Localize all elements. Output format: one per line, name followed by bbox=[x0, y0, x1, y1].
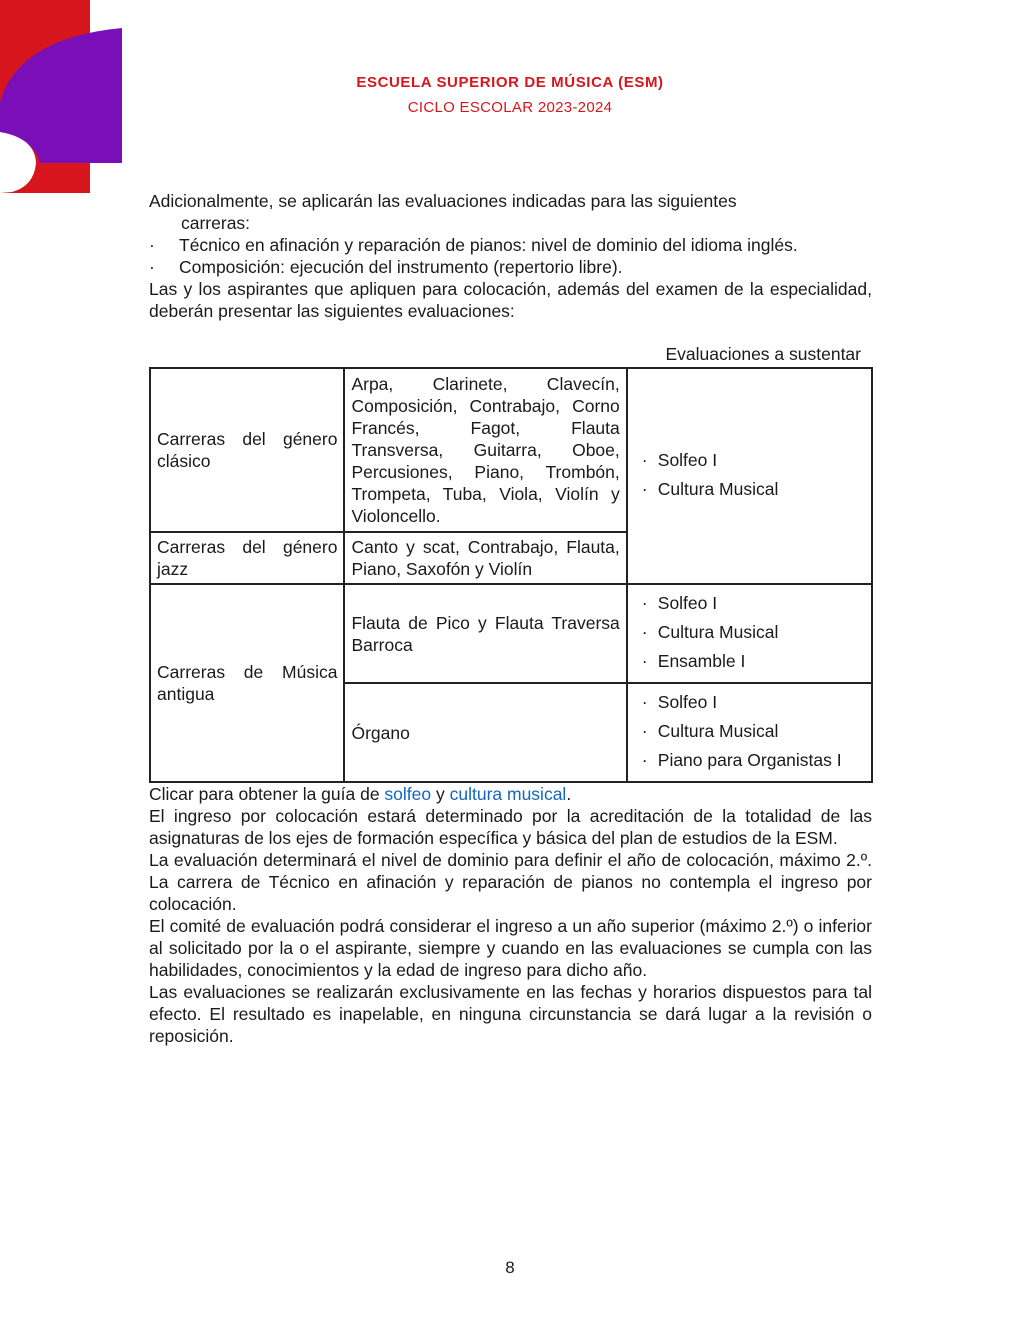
bullet-text: Composición: ejecución del instrumento (repertorio libre). bbox=[179, 257, 623, 277]
links-middle: y bbox=[431, 784, 450, 804]
careers-cell: Arpa, Clarinete, Clavecín, Composición, Contrabajo, Corno Francés, Fagot, Flauta Transversa, Guitarra, Oboe, Percusiones, Piano, Trombón, Trompeta, Tuba, Viola, Violín y Violoncello. bbox=[344, 368, 626, 532]
bullet-text: Técnico en afinación y reparación de pianos: nivel de dominio del idioma inglés. bbox=[179, 235, 798, 255]
evaluations-list bbox=[642, 449, 865, 500]
genre-cell: Carreras del género jazz bbox=[150, 532, 344, 584]
table-caption: Evaluaciones a sustentar bbox=[665, 344, 861, 364]
page-content bbox=[149, 190, 872, 1047]
table-row bbox=[150, 584, 872, 683]
school-cycle: CICLO ESCOLAR 2023-2024 bbox=[407, 99, 613, 116]
guide-links-line bbox=[149, 783, 872, 805]
intro-paragraph bbox=[149, 190, 872, 234]
document-header bbox=[0, 74, 1020, 116]
bullet-item bbox=[149, 256, 872, 278]
institution-name: ESCUELA SUPERIOR DE MÚSICA (ESM) bbox=[356, 74, 664, 91]
evaluation-item: · Solfeo I bbox=[642, 691, 865, 713]
solfeo-guide-link[interactable]: solfeo bbox=[384, 784, 432, 804]
evaluation-item: · Cultura Musical bbox=[642, 621, 865, 643]
bullet-marker: · bbox=[149, 257, 155, 277]
table-row bbox=[150, 368, 872, 532]
evaluations-list bbox=[642, 691, 865, 771]
links-prefix: Clicar para obtener la guía de bbox=[149, 784, 385, 804]
body-paragraph: El comité de evaluación podrá considerar el ingreso a un año superior (máximo 2.º) o inferior al solicitado por la o el aspirante, siempre y cuando en las evaluaciones se cumpla con las habilidades, conocimientos y la edad de ingreso para dicho año. bbox=[149, 916, 872, 980]
body-paragraph: El ingreso por colocación estará determinado por la acreditación de la totalidad de las asignaturas de los ejes de formación específica y básica del plan de estudios de la ESM. bbox=[149, 806, 872, 848]
page-number: 8 bbox=[505, 1258, 515, 1277]
evaluations-cell bbox=[627, 584, 872, 683]
evaluation-item: · Solfeo I bbox=[642, 592, 865, 614]
bullet-item bbox=[149, 234, 872, 256]
evaluation-item: · Ensamble I bbox=[642, 650, 865, 672]
cultura-musical-guide-link[interactable]: cultura musical bbox=[449, 784, 567, 804]
evaluation-item: · Cultura Musical bbox=[642, 478, 865, 500]
careers-cell: Órgano bbox=[344, 683, 626, 782]
careers-cell: Canto y scat, Contrabajo, Flauta, Piano, Saxofón y Violín bbox=[344, 532, 626, 584]
evaluations-list bbox=[642, 592, 865, 672]
body-paragraph: La evaluación determinará el nivel de dominio para definir el año de colocación, máximo 2.º. La carrera de Técnico en afinación y reparación de pianos no contempla el ingreso por colocación. bbox=[149, 850, 872, 914]
evaluation-item: · Cultura Musical bbox=[642, 720, 865, 742]
intro-text: Adicionalmente, se aplicarán las evaluaciones indicadas para las siguientes bbox=[149, 191, 737, 211]
evaluation-item: · Piano para Organistas I bbox=[642, 749, 865, 771]
intro-text-tail: carreras: bbox=[181, 213, 251, 233]
evaluations-cell bbox=[627, 368, 872, 584]
colocacion-paragraph: Las y los aspirantes que apliquen para colocación, además del examen de la especialidad, deberán presentar las siguientes evaluaciones: bbox=[149, 279, 872, 321]
careers-cell: Flauta de Pico y Flauta Traversa Barroca bbox=[344, 584, 626, 683]
evaluations-table bbox=[149, 367, 873, 783]
bullet-marker: · bbox=[149, 235, 155, 255]
genre-cell: Carreras de Música antigua bbox=[150, 584, 344, 782]
evaluation-item: · Solfeo I bbox=[642, 449, 865, 471]
genre-cell: Carreras del género clásico bbox=[150, 368, 344, 532]
body-paragraph: Las evaluaciones se realizarán exclusivamente en las fechas y horarios dispuestos para tal efecto. El resultado es inapelable, en ninguna circunstancia se dará lugar a la revisión o reposición. bbox=[149, 982, 872, 1046]
evaluations-cell bbox=[627, 683, 872, 782]
links-suffix: . bbox=[566, 784, 572, 804]
